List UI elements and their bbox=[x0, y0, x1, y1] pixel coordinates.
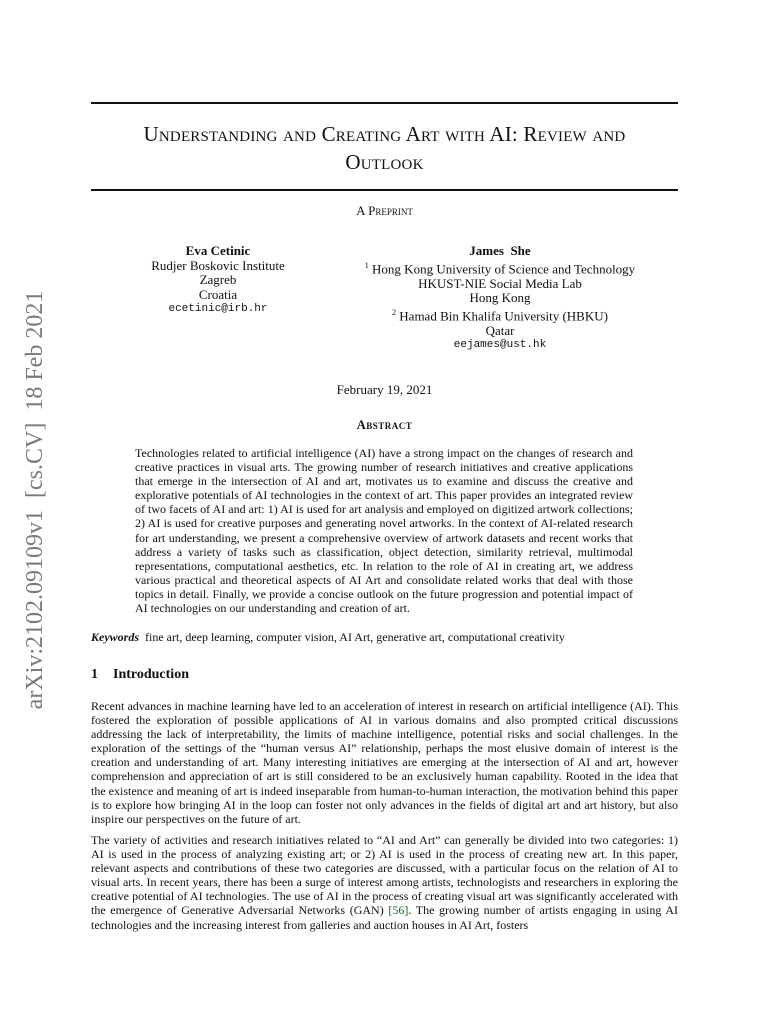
author-name: Eva Cetinic bbox=[185, 243, 251, 258]
keywords-label: Keywords bbox=[91, 630, 139, 644]
author-block-1 bbox=[118, 244, 318, 317]
affiliation-line: HKUST-NIE Social Media Lab bbox=[418, 275, 582, 291]
affiliation-marker: 1 bbox=[364, 260, 369, 270]
keywords-line bbox=[91, 630, 678, 644]
affiliation-name: Hong Kong University of Science and Technology bbox=[372, 260, 636, 276]
author-name: James She bbox=[469, 243, 531, 258]
affiliation-line: Croatia bbox=[198, 286, 238, 302]
arxiv-identifier: arXiv:2102.09109v1 [cs.CV] 18 Feb 2021 bbox=[22, 290, 48, 710]
intro-paragraph-2 bbox=[91, 833, 678, 932]
affiliation-line bbox=[320, 306, 680, 324]
author-email[interactable]: ecetinic@irb.hr bbox=[168, 303, 268, 316]
affiliation-line: Rudjer Boskovic Institute bbox=[151, 257, 285, 273]
affiliation-name: Hamad Bin Khalifa University (HBKU) bbox=[399, 308, 608, 324]
preprint-label: A Preprint bbox=[356, 203, 413, 218]
citation-link[interactable]: [56] bbox=[388, 903, 409, 918]
affiliation-line bbox=[320, 259, 680, 277]
arxiv-stamp bbox=[2, 270, 62, 730]
author-block-2 bbox=[320, 244, 680, 353]
publication-date: February 19, 2021 bbox=[336, 382, 433, 397]
paragraph-text: The variety of activities and research initiatives related to “AI and Art” can generally be divided into two categories: 1) AI is used in the process of analyzing existing art; or 2) AI is used in the process of creating new art. In this paper, relevant aspects and contributions of these two categories are discussed, with a particular focus on the relation of AI to visual arts. In recent years, there has been a surge of interest among artists, technologists and researchers in exploring the creative potential of AI technologies. The use of AI in the process of creating visual art was significantly accelerated with the emergence of Generative Adversarial Networks (GAN) bbox=[91, 833, 678, 918]
affiliation-line: Qatar bbox=[485, 322, 515, 338]
title-top-rule bbox=[91, 102, 678, 104]
section-title: Introduction bbox=[113, 667, 189, 682]
keywords-list: fine art, deep learning, computer vision, AI Art, generative art, computational creativity bbox=[145, 630, 565, 644]
section-heading bbox=[91, 667, 678, 683]
affiliation-marker: 2 bbox=[392, 307, 397, 317]
intro-paragraph-1: Recent advances in machine learning have led to an acceleration of interest in research on artificial intelligence (AI). This fostered the exploration of possible applications of AI in various domains and also prompted critical discussions addressing the lack of interpretability, the limits of machine intelligence, potential risks and social challenges. In the exploration of the settings of the “human versus AI” relationship, perhaps the most elusive domain of interest is the creation and understanding of art. Many interesting initiatives are emerging at the intersection of AI and art, however comprehension and appreciation of art is still considered to be an exclusively human capability. Rooted in the idea that the existence and meaning of art is indeed inseparable from human-to-human interaction, the motivation behind this paper is to explore how bringing AI in the loop can foster not only advances in the fields of digital art and art history, but also inspire our perspectives on the future of art. bbox=[91, 699, 678, 826]
title-line-1: Understanding and Creating Art with AI: Review and bbox=[143, 122, 626, 146]
title-line-2: Outlook bbox=[345, 150, 424, 174]
section-number: 1 bbox=[91, 667, 98, 682]
abstract-heading: Abstract bbox=[356, 418, 413, 432]
affiliation-line: Hong Kong bbox=[469, 290, 531, 306]
abstract-text: Technologies related to artificial intelligence (AI) have a strong impact on the changes of research and creative practices in visual arts. The growing number of research initiatives and creative applications that emerge in the intersection of AI and art, motivates us to examine and discuss the creative and explorative potentials of AI technologies in the context of art. This paper provides an integrated review of two facets of AI and art: 1) AI is used for art analysis and employed on digitized artwork collections; 2) AI is used for creative purposes and generating novel artworks. In the context of AI-related research for art understanding, we present a comprehensive overview of artwork datasets and recent works that address a variety of tasks such as classification, object detection, similarity retrieval, multimodal representations, computational aesthetics, etc. In relation to the role of AI in creating art, we address various practical and theoretical aspects of AI Art and consolidate related works that deal with those topics in detail. Finally, we provide a concise outlook on the future progression and potential impact of AI technologies on our understanding and creation of art. bbox=[135, 446, 633, 616]
author-email[interactable]: eejames@ust.hk bbox=[453, 339, 547, 352]
paragraph-text: . The growing number of artists engaging in using AI technologies and the increasing interest from galleries and auction houses in AI Art, fosters bbox=[91, 903, 679, 932]
paper-title bbox=[91, 120, 678, 176]
affiliation-line: Zagreb bbox=[199, 272, 237, 288]
title-bottom-rule bbox=[91, 189, 678, 191]
